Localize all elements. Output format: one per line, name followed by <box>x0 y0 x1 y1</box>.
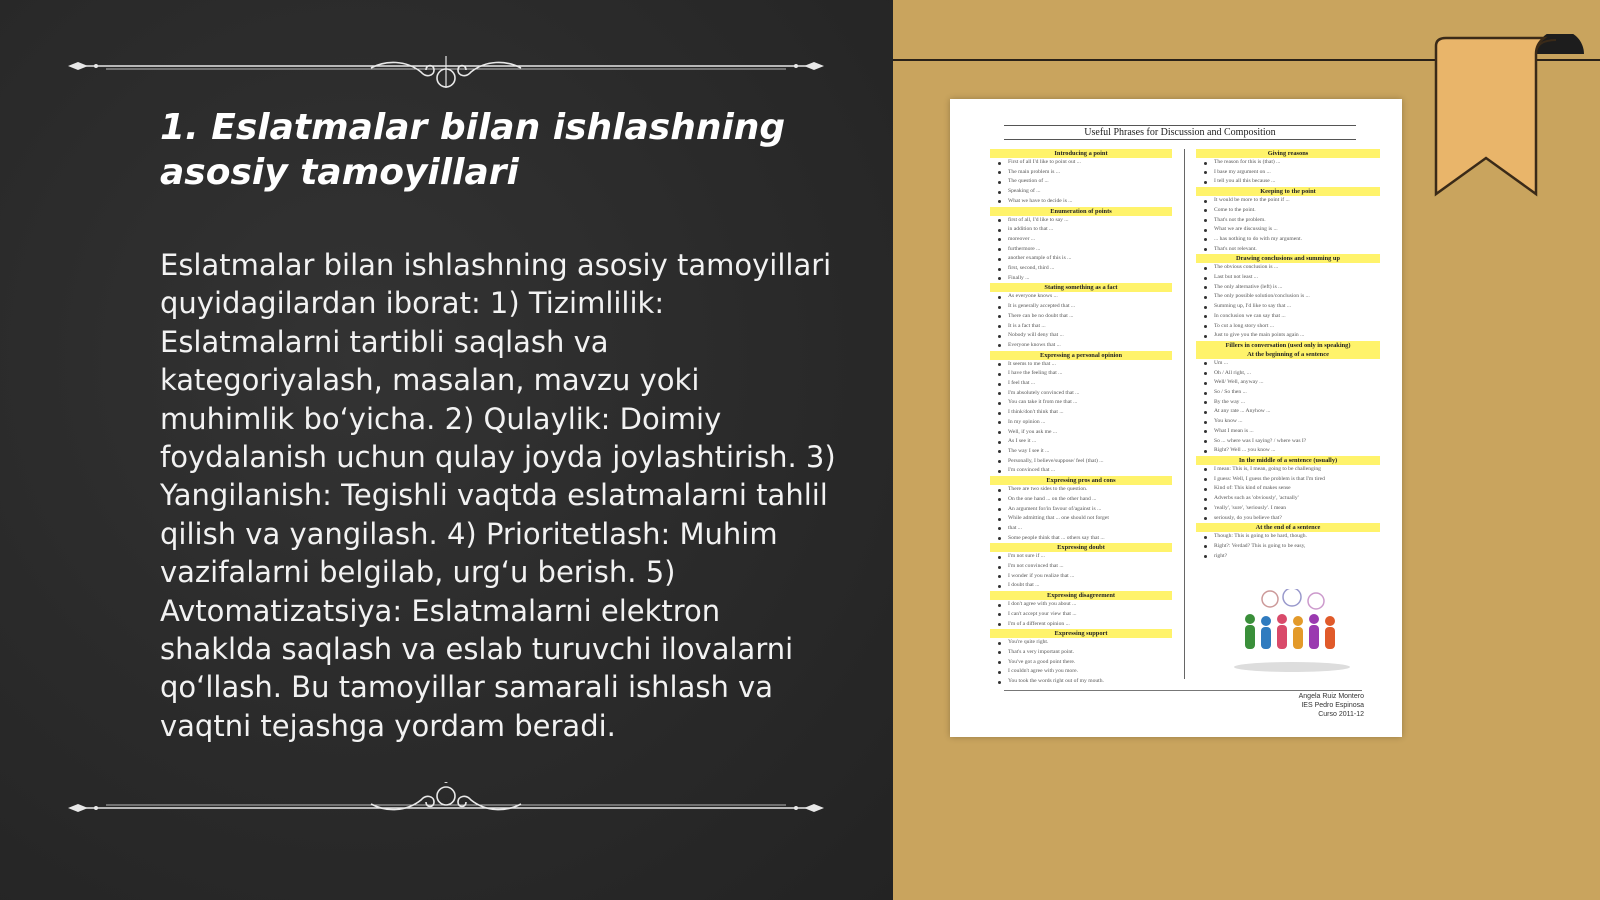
document-footer-rule <box>1004 690 1362 691</box>
document-list-item: The question of ... <box>990 177 1172 187</box>
document-right-column <box>1196 149 1380 561</box>
document-section-heading: Expressing a personal opinion <box>990 351 1172 360</box>
document-list-item: Well/ Well, anyway ... <box>1196 378 1380 388</box>
document-list-item: As I see it ... <box>990 437 1172 447</box>
document-list-item: So ... where was I saying? / where was I? <box>1196 437 1380 447</box>
document-list-item: To cut a long story short ... <box>1196 322 1380 332</box>
document-thumbnail <box>950 99 1402 737</box>
document-list-item: At any rate ... Anyhow ... <box>1196 407 1380 417</box>
document-list-item: I think/don't think that ... <box>990 408 1172 418</box>
document-list-item: The way I see it ... <box>990 447 1172 457</box>
document-section-heading: Fillers in conversation (used only in speaking) <box>1196 341 1380 350</box>
slide-title: 1. Eslatmalar bilan ishlashning asosiy tamoyillari <box>160 107 786 193</box>
document-list-item: Everyone knows that ... <box>990 341 1172 351</box>
bookmark-ribbon-icon <box>1432 34 1592 204</box>
document-list-item: The reason for this is (that) ... <box>1196 158 1380 168</box>
document-list-item: While admitting that ... one should not forget <box>990 514 1172 524</box>
document-column-divider <box>1184 149 1185 679</box>
document-title: Useful Phrases for Discussion and Composition <box>1004 125 1356 140</box>
document-list-item: As everyone knows ... <box>990 292 1172 302</box>
document-list-item: Personally, I believe/suppose/ feel (that) ... <box>990 457 1172 467</box>
document-section-heading: Expressing pros and cons <box>990 476 1172 485</box>
document-list-item: I doubt that ... <box>990 581 1172 591</box>
document-list-item: I don't agree with you about ... <box>990 600 1172 610</box>
document-list-item: I mean: This is, I mean, going to be challenging <box>1196 465 1380 475</box>
document-list-item: I base my argument on ... <box>1196 168 1380 178</box>
document-signature <box>1299 692 1364 719</box>
document-list-item: I feel that ... <box>990 379 1172 389</box>
document-list-item: What I mean is ... <box>1196 427 1380 437</box>
document-list-item: There are two sides to the question. <box>990 485 1172 495</box>
document-list-item: What we have to decide is ... <box>990 197 1172 207</box>
document-section-heading: Stating something as a fact <box>990 283 1172 292</box>
document-list-item: first of all, I'd like to say ... <box>990 216 1172 226</box>
document-list-item: Though: This is going to be hard, though. <box>1196 532 1380 542</box>
document-section-heading: Expressing doubt <box>990 543 1172 552</box>
document-list-item: Right? Well ... you know ... <box>1196 446 1380 456</box>
document-list-item: So / So then ... <box>1196 388 1380 398</box>
document-left-column <box>990 149 1172 687</box>
document-list-item: You're quite right. <box>990 638 1172 648</box>
document-list-item: That's not relevant. <box>1196 245 1380 255</box>
document-list-item: In conclusion we can say that ... <box>1196 312 1380 322</box>
document-list-item: The only alternative (left) is ... <box>1196 283 1380 293</box>
document-list-item: seriously, do you believe that? <box>1196 514 1380 524</box>
document-list-item: It is a fact that ... <box>990 322 1172 332</box>
document-list-item: in addition to that ... <box>990 225 1172 235</box>
document-list-item: The main problem is ... <box>990 168 1172 178</box>
document-list-item: Just to give you the main points again ... <box>1196 331 1380 341</box>
document-list-item: That's a very important point. <box>990 648 1172 658</box>
document-list-item: I tell you all this because ... <box>1196 177 1380 187</box>
document-list-item: furthermore ... <box>990 245 1172 255</box>
document-list-item: There can be no doubt that ... <box>990 312 1172 322</box>
document-list-item: First of all I'd like to point out ... <box>990 158 1172 168</box>
document-list-item: I can't accept your view that ... <box>990 610 1172 620</box>
ornament-bottom-divider <box>66 782 826 822</box>
document-list-item: The obvious conclusion is ... <box>1196 263 1380 273</box>
document-list-item: I have the feeling that ... <box>990 369 1172 379</box>
document-list-item: right? <box>1196 552 1380 562</box>
document-section-heading: At the end of a sentence <box>1196 523 1380 532</box>
document-list-item: Adverbs such as 'obviously', 'actually' <box>1196 494 1380 504</box>
people-speech-bubbles-image <box>1230 589 1354 673</box>
document-list-item: You took the words right out of my mouth. <box>990 677 1172 687</box>
document-list-item: I'm not convinced that ... <box>990 562 1172 572</box>
document-list-item: In my opinion ... <box>990 418 1172 428</box>
document-list-item: An argument for/in favour of/against is ... <box>990 505 1172 515</box>
document-list-item: another example of this is ... <box>990 254 1172 264</box>
document-list-item: What we are discussing is ... <box>1196 225 1380 235</box>
document-list-item: You've got a good point there. <box>990 658 1172 668</box>
document-section-heading: Expressing disagreement <box>990 591 1172 600</box>
document-list-item: The only possible solution/conclusion is ... <box>1196 292 1380 302</box>
document-list-item: I'm of a different opinion ... <box>990 620 1172 630</box>
document-list-item: Right?: Verdad? This is going to be easy, <box>1196 542 1380 552</box>
document-list-item: Come to the point. <box>1196 206 1380 216</box>
document-list-item: Finally ... <box>990 274 1172 284</box>
signature-year: Curso 2011-12 <box>1318 711 1364 718</box>
document-list-item: 'really', 'sure', 'seriously'. I mean <box>1196 504 1380 514</box>
document-list-item: Um ... <box>1196 359 1380 369</box>
document-list-item: Kind of: This kind of makes sense <box>1196 484 1380 494</box>
document-list-item: You know ... <box>1196 417 1380 427</box>
document-list-item: I'm absolutely convinced that ... <box>990 389 1172 399</box>
document-list-item: moreover ... <box>990 235 1172 245</box>
signature-author: Angela Ruiz Montero <box>1298 693 1364 700</box>
document-list-item: It is generally accepted that ... <box>990 302 1172 312</box>
document-section-heading: Introducing a point <box>990 149 1172 158</box>
document-section-heading: Giving reasons <box>1196 149 1380 158</box>
document-list-item: first, second, third ... <box>990 264 1172 274</box>
document-list-item: Speaking of ... <box>990 187 1172 197</box>
document-list-item: I'm convinced that ... <box>990 466 1172 476</box>
document-list-item: Well, if you ask me ... <box>990 428 1172 438</box>
document-list-item: I wonder if you realize that ... <box>990 572 1172 582</box>
document-section-heading: At the beginning of a sentence <box>1196 350 1380 359</box>
document-list-item: Last but not least ... <box>1196 273 1380 283</box>
document-list-item: By the way ... <box>1196 398 1380 408</box>
document-list-item: Oh / All right, ... <box>1196 369 1380 379</box>
slide-body-text: Eslatmalar bilan ishlashning asosiy tamoyillari quyidagilardan iborat: 1) Tizimlilik: Eslatmalarni tartibli saqlash va kategoriyalash, masalan, mavzu yoki muhimlik bo‘yicha. 2) Qulaylik: Doimiy foydalanish uchun qulay joyda joylashtirish. 3) Yangilanish: Tegishli vaqtda eslatmalarni tahlil qilish va yangilash. 4) Prioritetlash: Muhim vazifalarni belgilab, urg‘u berish. 5) Avtomatizatsiya: Eslatmalarni elektron shaklda saqlash va eslab turuvchi ilovalarni qo‘llash. Bu tamoyillar samarali ishlash va vaqtni tejashga yordam beradi. <box>160 248 836 743</box>
document-list-item: that ... <box>990 524 1172 534</box>
document-list-item: You can take it from me that ... <box>990 398 1172 408</box>
document-list-item: I'm not sure if ... <box>990 552 1172 562</box>
document-list-item: It seems to me that ... <box>990 360 1172 370</box>
signature-school: IES Pedro Espinosa <box>1301 702 1364 709</box>
document-section-heading: Keeping to the point <box>1196 187 1380 196</box>
document-list-item: I guess: Well, I guess the problem is that I'm tired <box>1196 475 1380 485</box>
document-section-heading: In the middle of a sentence (usually) <box>1196 456 1380 465</box>
document-list-item: On the one hand ... on the other hand ... <box>990 495 1172 505</box>
document-list-item: I couldn't agree with you more. <box>990 667 1172 677</box>
document-list-item: Nobody will deny that ... <box>990 331 1172 341</box>
document-list-item: It would be more to the point if ... <box>1196 196 1380 206</box>
document-section-heading: Expressing support <box>990 629 1172 638</box>
ornament-top-divider <box>66 48 826 88</box>
document-list-item: That's not the problem. <box>1196 216 1380 226</box>
document-list-item: Some people think that ... others say that ... <box>990 534 1172 544</box>
document-list-item: Summing up, I'd like to say that ... <box>1196 302 1380 312</box>
document-section-heading: Enumeration of points <box>990 207 1172 216</box>
document-list-item: ... has nothing to do with my argument. <box>1196 235 1380 245</box>
document-section-heading: Drawing conclusions and summing up <box>1196 254 1380 263</box>
